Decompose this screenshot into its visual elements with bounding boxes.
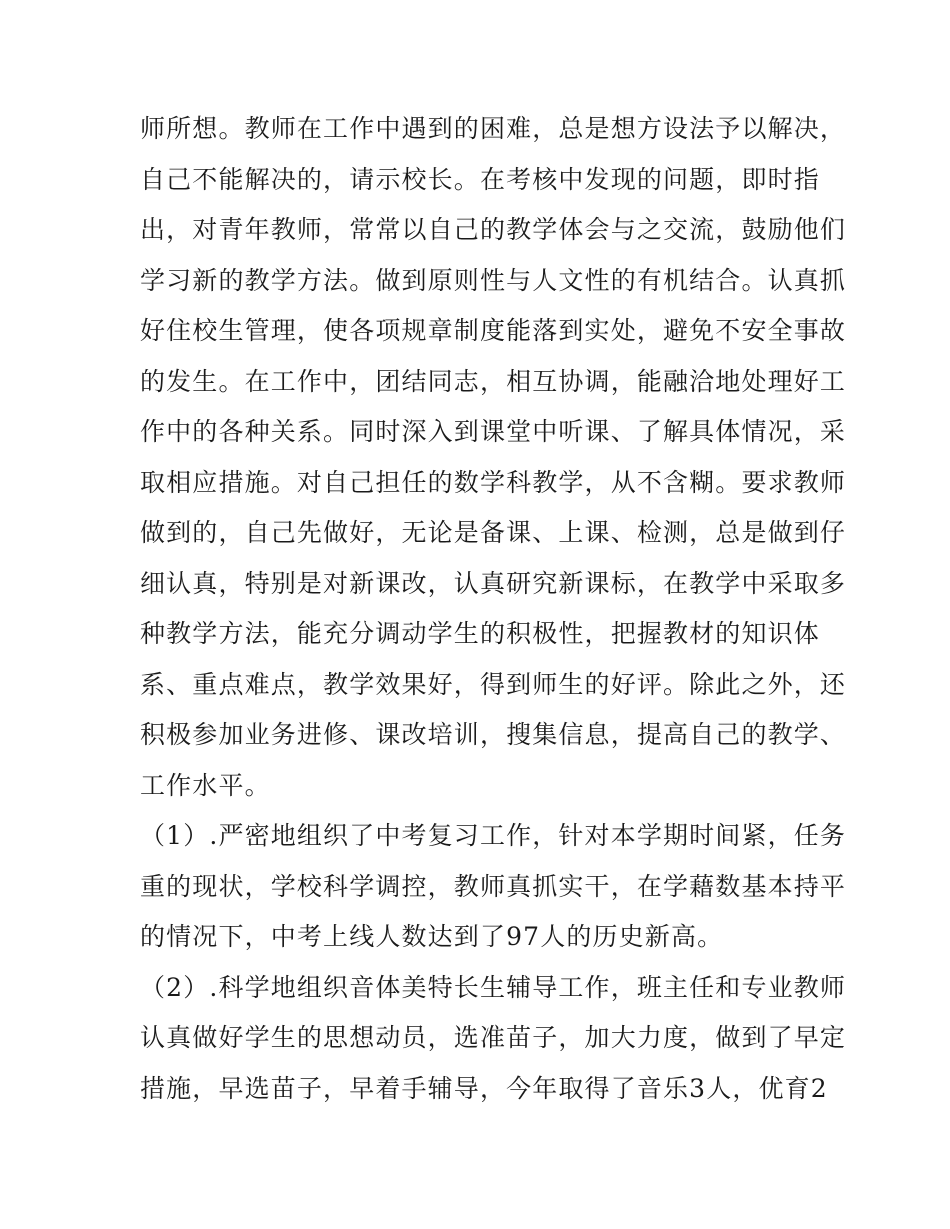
text-line: 作中的各种关系。同时深入到课堂中听课、了解具体情况，采: [140, 417, 847, 446]
text-line: 的情况下，中考上线人数达到了97人的历史新高。: [140, 922, 724, 951]
body-text: [140, 104, 847, 1114]
text-line: 种教学方法，能充分调动学生的积极性，把握教材的知识体: [140, 619, 820, 648]
text-line: 做到的，自己先做好，无论是备课、上课、检测，总是做到仔: [140, 518, 847, 547]
text-line: 认真做好学生的思想动员，选准苗子，加大力度，做到了早定: [140, 1023, 847, 1052]
list-item-1-line: （1）.严密地组织了中考复习工作，针对本学期时间紧，任务: [140, 821, 847, 850]
text-line: 的发生。在工作中，团结同志，相互协调，能融洽地处理好工: [140, 366, 847, 396]
text-line: 学习新的教学方法。做到原则性与人文性的有机结合。认真抓: [140, 265, 847, 295]
text-line: 自己不能解决的，请示校长。在考核中发现的问题，即时指: [140, 164, 820, 194]
list-item-2-line: （2）.科学地组织音体美特长生辅导工作，班主任和专业教师: [140, 972, 847, 1002]
text-line: 措施，早选苗子，早着手辅导，今年取得了音乐3人，优育2: [140, 1073, 828, 1103]
text-line: 取相应措施。对自己担任的数学科教学，从不含糊。要求教师: [140, 467, 847, 497]
text-line: 细认真，特别是对新课改，认真研究新课标，在教学中采取多: [140, 568, 847, 598]
text-line: 好住校生管理，使各项规章制度能落到实处，避免不安全事故: [140, 316, 847, 345]
text-line: 积极参加业务进修、课改培训，搜集信息，提高自己的教学、: [140, 720, 847, 749]
text-line: 重的现状，学校科学调控，教师真抓实干，在学藉数基本持平: [140, 871, 847, 901]
text-line: 系、重点难点，教学效果好，得到师生的好评。除此之外，还: [140, 669, 847, 699]
text-line: 出，对青年教师，常常以自己的教学体会与之交流，鼓励他们: [140, 215, 847, 244]
text-line: 工作水平。: [140, 770, 271, 800]
text-line: 师所想。教师在工作中遇到的困难，总是想方设法予以解决，: [140, 114, 847, 143]
